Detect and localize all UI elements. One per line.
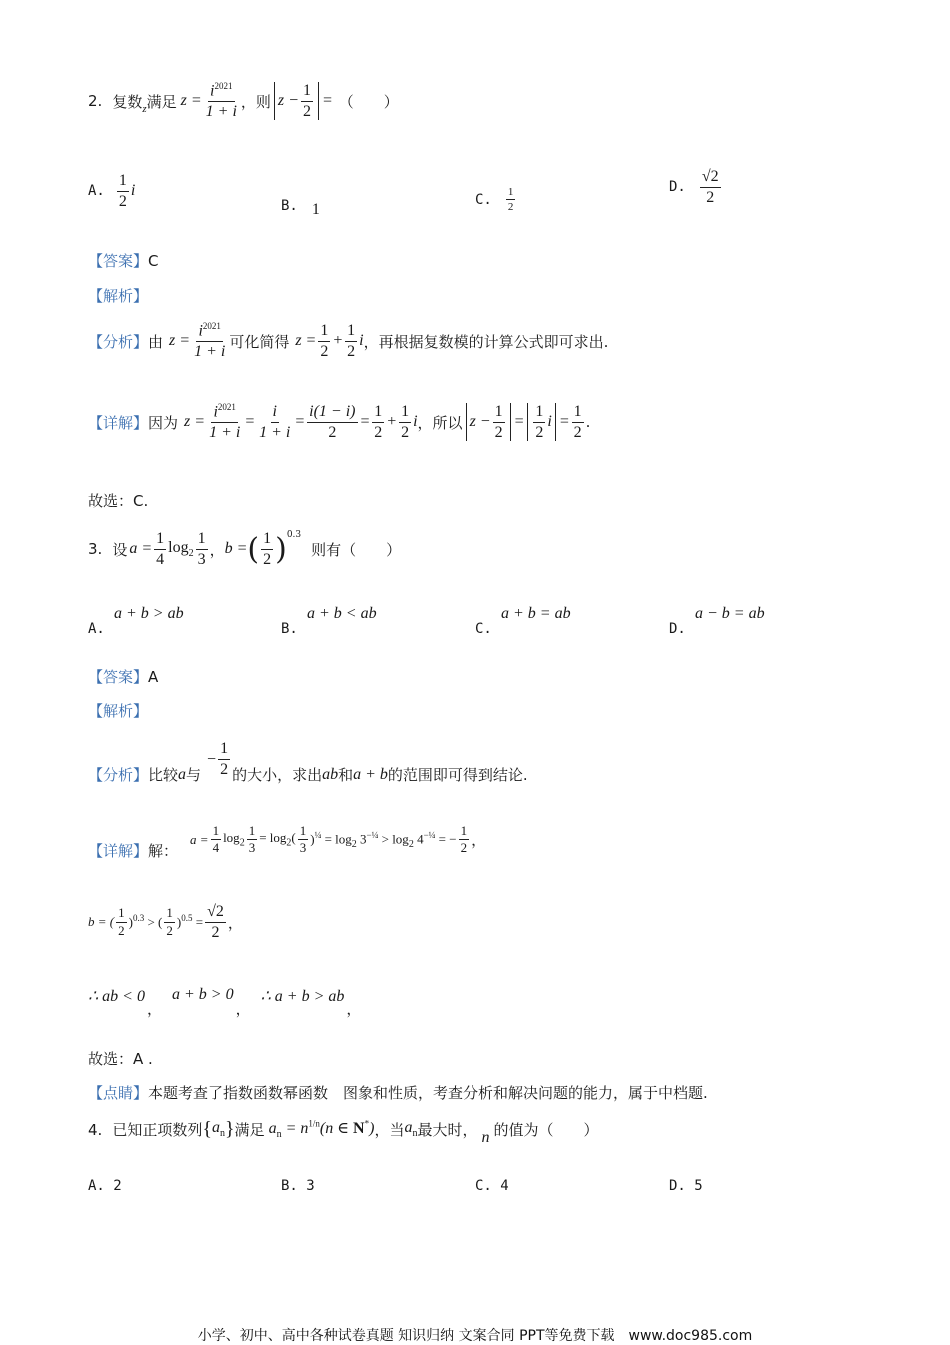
q3-option-c-label: C. [475, 621, 492, 637]
q2-stem: 2. 复数 z 满足 z = $\frac{i^{2021}}{1 + i}$ ，则 z − $\frac{1}{2}$ = （ ） [88, 81, 399, 120]
q2-stem-text-3: ，则 [240, 92, 271, 111]
q3-stem-text-1: 设 [112, 540, 128, 559]
q3-option-d-expr: a − b = ab [695, 605, 765, 622]
q2-answer-tag: 【答案】 [88, 252, 149, 270]
q3-conclusion: 故选：A . [88, 1050, 153, 1068]
q2-option-c[interactable]: C. $\frac{1}{2}$ [475, 186, 514, 214]
q3-fenxi: 【分析】 比较 a 与 − $\frac{1}{2}$ 的大小，求出 ab 和 a + b 的范围即可得到结论. [88, 740, 528, 784]
page-footer: 小学、初中、高中各种试卷真题 知识归纳 文案合同 PPT等免费下载 www.doc985.com [197, 1328, 753, 1344]
q3-line3-b: a + b > 0 [172, 986, 234, 1003]
q3-detail: 【详解】 解： a = $\frac{1}{4}$ $\log_2$ $\frac{1}{3}$ = $\log_2$( $\frac{1}{3}$ )$^{\frac{1}{4}} = \log_2 3^{-\frac{1}{4}} > \log_2 4^{-\frac{1}{4}}$ = − $\frac{1}{2}$ ， [88, 822, 487, 860]
q3-detail-line3: ∴ ab < 0 ， a + b > 0 ， ∴ a + b > ab ， [88, 986, 362, 1018]
q2-option-b[interactable] [281, 193, 320, 219]
q4-option-a[interactable]: A. 2 [88, 1178, 122, 1194]
q2-option-d[interactable]: D. $\frac{√2}{2}$ [669, 168, 719, 206]
q3-answer-value: A [148, 668, 159, 686]
q3-dianjing-text: 本题考查了指数函数幂函数 图象和性质，考查分析和解决问题的能力，属于中档题. [148, 1084, 708, 1102]
q2-answer-value: C [148, 252, 159, 270]
q3-option-c[interactable] [475, 605, 675, 640]
q3-fenxi-text-3: 的大小，求出 [232, 766, 323, 784]
q4-stem-text-5: 的值为（ ） [493, 1121, 599, 1139]
q4-stem-text-4: 最大时， [417, 1121, 478, 1139]
q3-option-a-label: A. [88, 621, 105, 637]
q3-option-d-label: D. [669, 621, 686, 637]
q4-option-c[interactable]: C. 4 [475, 1178, 509, 1194]
q3-option-b-expr: a + b < ab [307, 605, 377, 622]
q3-dianjing [88, 1082, 708, 1103]
q3-stem: 3. 设 a = $\frac{1}{4}$ $\log_2$ $\frac{1}{3}$ ， b = ( $\frac{1}{2}$ ) 0.3 则有（ ） [88, 530, 402, 568]
q3-line3-c: ∴ a + b > ab [260, 988, 345, 1005]
q3-fenxi-text-4: 和 [338, 766, 354, 784]
q3-fenxi-text-5: 的范围即可得到结论. [387, 766, 528, 784]
q3-option-b[interactable] [281, 605, 481, 640]
q3-option-d[interactable] [669, 605, 869, 640]
q3-option-c-expr: a + b = ab [501, 605, 571, 622]
q3-answer [88, 666, 158, 687]
q3-number: 3. [88, 540, 103, 559]
q2-var-z: z [142, 103, 147, 116]
q2-detail-text-3: . [585, 413, 591, 432]
q3-answer-tag: 【答案】 [88, 668, 149, 686]
q3-dianjing-tag: 【点睛】 [88, 1084, 149, 1102]
q2-detail-text-2: ，所以 [417, 413, 463, 432]
q2-stem-text-2: 满足 [146, 92, 177, 111]
q3-fenxi-text-2: 与 [186, 766, 202, 784]
q4-stem-text-1: 已知正项数列 [112, 1121, 203, 1139]
q3-option-a[interactable] [88, 605, 288, 640]
q2-option-a[interactable]: A. $\frac{1}{2}$ i [88, 172, 136, 210]
q3-detail-line2: b = ( $\frac{1}{2}$ )$^{0.3}$ > ( $\frac{1}{2}$ )$^{0.5}$ = $\frac{√2}{2}$ ， [88, 903, 243, 941]
q3-option-b-label: B. [281, 621, 298, 637]
q2-fenxi: 【分析】 由 z = $\frac{i^{2021}}{1 + i}$ 可化简得 z = $\frac{1}{2}$ + $\frac{1}{2}$ i ，再根据复数模的计算公式即可求出. [88, 321, 609, 360]
q2-option-b-value: 1 [311, 201, 320, 218]
q3-fenxi-tag: 【分析】 [88, 766, 149, 784]
q3-stem-text-2: 则有（ ） [311, 540, 402, 559]
q2-option-a-label: A. [88, 183, 105, 200]
q3-detail-tag: 【详解】 [88, 842, 149, 860]
q3-analysis-tag: 【解析】 [88, 702, 149, 720]
q2-detail-tag: 【详解】 [88, 413, 149, 432]
q2-fenxi-text-1: 由 [148, 332, 164, 351]
q2-fenxi-text-2: 可化简得 [229, 332, 290, 351]
q3-fenxi-text-1: 比较 [148, 766, 179, 784]
q2-option-d-label: D. [669, 179, 686, 196]
q4-stem-text-3: ，当 [374, 1121, 405, 1139]
q2-option-c-label: C. [475, 191, 492, 208]
q4-number: 4. [88, 1120, 103, 1139]
q2-conclusion: 故选：C. [88, 492, 149, 510]
q2-fenxi-tag: 【分析】 [88, 332, 149, 351]
q3-option-a-expr: a + b > ab [114, 605, 184, 622]
q2-number: 2. [88, 92, 103, 111]
q2-detail-text-1: 因为 [148, 413, 179, 432]
q2-detail: 【详解】 因为 z = $\frac{i^{2021}}{1 + i}$ = $\frac{i}{1 + i}$ = $\frac{i(1 - i)}{2}$ = $\frac{1}{2}$ + $\frac{1}{2}$ i ，所以 z − $\frac{1}{2}$ = $\frac{1}{2}$ i = $\frac{1}{2}$ . [88, 402, 591, 441]
q2-stem-paren: （ ） [338, 92, 399, 111]
q4-stem: 4. 已知正项数列 { $a_n$ } 满足 $a_n = n^{1/n}(n$ ∈ N*) ，当 $a_n$ 最大时， n 的值为（ ） [88, 1118, 599, 1146]
q2-analysis-tag: 【解析】 [88, 287, 149, 305]
q2-answer [88, 250, 159, 271]
q2-stem-text: 复数 [112, 92, 143, 111]
q4-option-b[interactable]: B. 3 [281, 1178, 315, 1194]
q2-fenxi-text-3: ，再根据复数模的计算公式即可求出. [363, 332, 609, 351]
q3-line3-a: ∴ ab < 0 [88, 988, 145, 1005]
q2-option-b-label: B. [281, 198, 298, 214]
q4-option-d[interactable]: D. 5 [669, 1178, 703, 1194]
q3-detail-text-1: 解： [148, 842, 179, 860]
q4-stem-text-2: 满足 [234, 1121, 265, 1139]
